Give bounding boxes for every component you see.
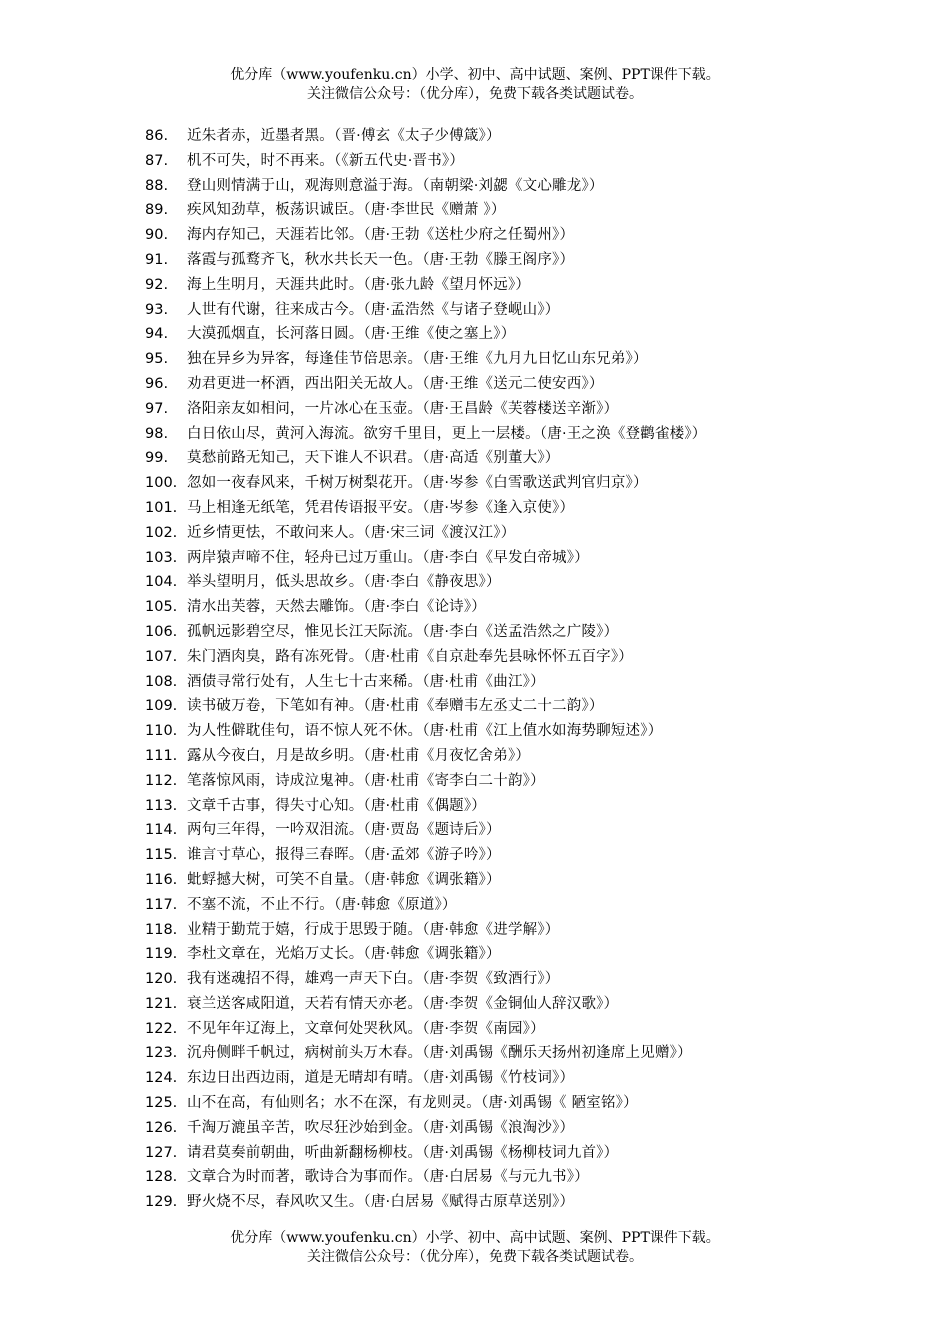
list-item (145, 769, 935, 794)
list-item (145, 1017, 935, 1042)
item-number: 99. (145, 450, 169, 467)
item-number: 122. (145, 1020, 178, 1037)
list-item (145, 124, 935, 149)
item-number: 112. (145, 772, 178, 789)
list-item (145, 546, 935, 571)
item-number: 104. (145, 574, 178, 591)
item-number: 125. (145, 1095, 178, 1112)
list-item (145, 942, 935, 967)
item-text: 朱门酒肉臭，路有冻死骨。（唐·杜甫《自京赴奉先县咏怀怀五百字》） (187, 648, 634, 665)
item-text: 莫愁前路无知己，天下谁人不识君。（唐·高适《别董大》） (187, 450, 560, 467)
item-number: 108. (145, 673, 178, 690)
list-item (145, 174, 935, 199)
list-item (145, 1066, 935, 1091)
list-item (145, 893, 935, 918)
list-item (145, 347, 935, 372)
item-number: 102. (145, 524, 178, 541)
list-item (145, 397, 935, 422)
list-item (145, 1091, 935, 1116)
item-text: 谁言寸草心，报得三春晖。（唐·孟郊《游子吟》） (187, 847, 501, 864)
item-text: 洛阳亲友如相问，一片冰心在玉壶。（唐·王昌龄《芙蓉楼送辛渐》） (187, 400, 619, 417)
list-item (145, 322, 935, 347)
item-text: 机不可失，时不再来。（《新五代史·晋书》） (187, 152, 465, 169)
quote-list (145, 124, 935, 1215)
item-number: 95. (145, 351, 169, 368)
item-number: 97. (145, 400, 169, 417)
list-item (145, 372, 935, 397)
item-text: 文章合为时而著，歌诗合为事而作。（唐·白居易《与元九书》） (187, 1169, 589, 1186)
item-number: 86. (145, 128, 169, 144)
item-number: 124. (145, 1070, 178, 1087)
item-text: 衰兰送客咸阳道，天若有情天亦老。（唐·李贺《金铜仙人辞汉歌》） (187, 995, 619, 1012)
item-text: 业精于勤荒于嬉，行成于思毁于随。（唐·韩愈《进学解》） (187, 921, 560, 938)
list-item (145, 670, 935, 695)
item-number: 100. (145, 475, 178, 492)
item-number: 90. (145, 227, 169, 244)
item-text: 忽如一夜春风来，千树万树梨花开。（唐·岑参《白雪歌送武判官归京》） (187, 475, 648, 492)
item-number: 126. (145, 1119, 178, 1136)
item-number: 129. (145, 1194, 178, 1211)
item-number: 105. (145, 599, 178, 616)
item-number: 113. (145, 797, 178, 814)
list-item (145, 496, 935, 521)
item-text: 两句三年得，一吟双泪流。（唐·贾岛《题诗后》） (187, 822, 501, 839)
item-number: 106. (145, 623, 178, 640)
item-text: 千淘万漉虽辛苦，吹尽狂沙始到金。（唐·刘禹锡《浪淘沙》） (187, 1119, 575, 1136)
list-item (145, 223, 935, 248)
item-text: 海上生明月，天涯共此时。（唐·张九龄《望月怀远》） (187, 276, 531, 293)
item-text: 野火烧不尽，春风吹又生。（唐·白居易《赋得古原草送别》） (187, 1194, 575, 1211)
item-number: 120. (145, 971, 178, 988)
item-number: 119. (145, 946, 178, 963)
item-number: 91. (145, 251, 169, 268)
item-number: 123. (145, 1045, 178, 1062)
item-number: 115. (145, 847, 178, 864)
item-text: 举头望明月，低头思故乡。（唐·李白《静夜思》） (187, 574, 501, 591)
list-item (145, 843, 935, 868)
list-item (145, 521, 935, 546)
item-number: 96. (145, 375, 169, 392)
item-text: 人世有代谢，往来成古今。（唐·孟浩然《与诸子登岘山》） (187, 301, 560, 318)
item-text: 为人性僻耽佳句，语不惊人死不休。（唐·杜甫《江上值水如海势聊短述》） (187, 723, 663, 740)
item-text: 文章千古事，得失寸心知。（唐·杜甫《偶题》） (187, 797, 487, 814)
item-number: 88. (145, 177, 169, 194)
item-text: 山不在高，有仙则名；水不在深，有龙则灵。（唐·刘禹锡《 陋室铭》） (187, 1095, 638, 1112)
item-text: 请君莫奏前朝曲，听曲新翻杨柳枝。（唐·刘禹锡《杨柳枝词九首》） (187, 1144, 619, 1161)
item-text: 海内存知己，天涯若比邻。（唐·王勃《送杜少府之任蜀州》） (187, 227, 575, 244)
list-item (145, 595, 935, 620)
list-item (145, 694, 935, 719)
item-text: 两岸猿声啼不住，轻舟已过万重山。（唐·李白《早发白帝城》） (187, 549, 589, 566)
footer-line-1: 优分库（www.youfenku.cn）小学、初中、高中试题、案例、PPT课件下载。 (230, 1230, 720, 1246)
item-number: 98. (145, 425, 169, 442)
list-item (145, 794, 935, 819)
item-text: 近乡情更怯，不敢问来人。（唐·宋三词《渡汉江》） (187, 524, 516, 541)
item-number: 92. (145, 276, 169, 293)
list-item (145, 446, 935, 471)
list-item (145, 1116, 935, 1141)
item-text: 我有迷魂招不得，雄鸡一声天下白。（唐·李贺《致酒行》） (187, 971, 560, 988)
header-line-2: 关注微信公众号：（优分库），免费下载各类试题试卷。 (307, 86, 643, 102)
item-text: 蚍蜉撼大树，可笑不自量。（唐·韩愈《调张籍》） (187, 871, 501, 888)
item-text: 露从今夜白，月是故乡明。（唐·杜甫《月夜忆舍弟》） (187, 747, 531, 764)
list-item (145, 1141, 935, 1166)
item-text: 李杜文章在，光焰万丈长。（唐·韩愈《调张籍》） (187, 946, 501, 963)
list-item (145, 149, 935, 174)
list-item (145, 298, 935, 323)
item-number: 109. (145, 698, 178, 715)
item-number: 121. (145, 995, 178, 1012)
item-text: 清水出芙蓉，天然去雕饰。（唐·李白《论诗》） (187, 599, 487, 616)
item-text: 不塞不流，不止不行。（唐·韩愈《原道》） (187, 896, 457, 913)
item-number: 103. (145, 549, 178, 566)
item-number: 128. (145, 1169, 178, 1186)
item-text: 读书破万卷，下笔如有神。（唐·杜甫《奉赠韦左丞丈二十二韵》） (187, 698, 604, 715)
header-banner (0, 66, 950, 104)
item-text: 笔落惊风雨，诗成泣鬼神。（唐·杜甫《寄李白二十韵》） (187, 772, 545, 789)
item-number: 117. (145, 896, 178, 913)
list-item (145, 645, 935, 670)
list-item (145, 744, 935, 769)
list-item (145, 620, 935, 645)
item-number: 114. (145, 822, 178, 839)
item-number: 111. (145, 747, 178, 764)
list-item (145, 198, 935, 223)
item-text: 沉舟侧畔千帆过，病树前头万木春。（唐·刘禹锡《酬乐天扬州初逢席上见赠》） (187, 1045, 692, 1062)
item-text: 不见年年辽海上，文章何处哭秋风。（唐·李贺《南园》） (187, 1020, 545, 1037)
item-text: 酒债寻常行处有，人生七十古来稀。（唐·杜甫《曲江》） (187, 673, 545, 690)
item-text: 劝君更进一杯酒，西出阳关无故人。（唐·王维《送元二使安西》） (187, 375, 604, 392)
list-item (145, 992, 935, 1017)
list-item (145, 1041, 935, 1066)
list-item (145, 967, 935, 992)
item-number: 107. (145, 648, 178, 665)
list-item (145, 868, 935, 893)
list-item (145, 1165, 935, 1190)
item-text: 东边日出西边雨，道是无晴却有晴。（唐·刘禹锡《竹枝词》） (187, 1070, 575, 1087)
item-text: 孤帆远影碧空尽，惟见长江天际流。（唐·李白《送孟浩然之广陵》） (187, 623, 619, 640)
item-text: 落霞与孤鹜齐飞，秋水共长天一色。（唐·王勃《滕王阁序》） (187, 251, 575, 268)
list-item (145, 1190, 935, 1215)
list-item (145, 273, 935, 298)
item-number: 94. (145, 326, 169, 343)
item-text: 登山则情满于山，观海则意溢于海。（南朝梁·刘勰《文心雕龙》） (187, 177, 604, 194)
list-item (145, 422, 935, 447)
list-item (145, 248, 935, 273)
list-item (145, 719, 935, 744)
item-number: 127. (145, 1144, 178, 1161)
item-number: 101. (145, 499, 178, 516)
item-text: 独在异乡为异客，每逢佳节倍思亲。（唐·王维《九月九日忆山东兄弟》） (187, 351, 648, 368)
footer-banner (0, 1229, 950, 1267)
footer-line-2: 关注微信公众号：（优分库），免费下载各类试题试卷。 (307, 1249, 643, 1265)
item-number: 116. (145, 871, 178, 888)
item-text: 疾风知劲草，板荡识诚臣。（唐·李世民《赠萧 》） (187, 202, 506, 219)
item-number: 110. (145, 723, 178, 740)
header-line-1: 优分库（www.youfenku.cn）小学、初中、高中试题、案例、PPT课件下载。 (230, 67, 720, 83)
item-number: 118. (145, 921, 178, 938)
list-item (145, 570, 935, 595)
item-text: 大漠孤烟直，长河落日圆。（唐·王维《使之塞上》） (187, 326, 516, 343)
item-text: 近朱者赤，近墨者黑。（晋·傅玄《太子少傅箴》） (187, 128, 501, 144)
item-text: 白日依山尽，黄河入海流。欲穷千里目，更上一层楼。（唐·王之涣《登鹳雀楼》） (187, 425, 707, 442)
list-item (145, 818, 935, 843)
item-number: 89. (145, 202, 169, 219)
item-number: 87. (145, 152, 169, 169)
list-item (145, 471, 935, 496)
item-number: 93. (145, 301, 169, 318)
item-text: 马上相逢无纸笔，凭君传语报平安。（唐·岑参《逢入京使》） (187, 499, 575, 516)
list-item (145, 918, 935, 943)
